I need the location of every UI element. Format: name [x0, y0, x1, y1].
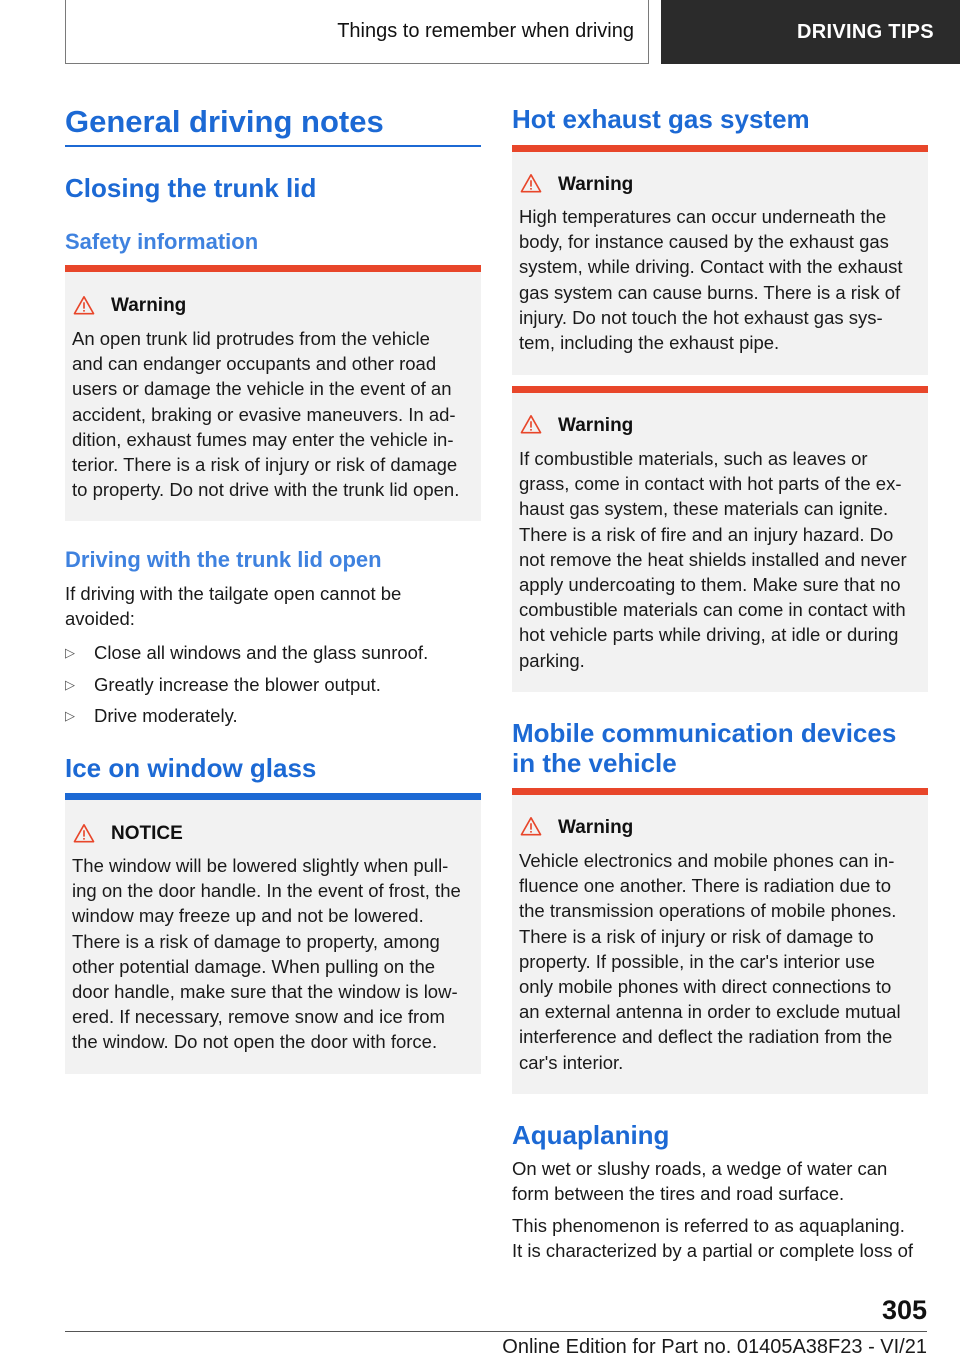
notice-triangle-icon: [73, 823, 95, 843]
page-number: 305: [881, 1295, 927, 1325]
trunk-heading: Closing the trunk lid: [65, 173, 317, 203]
aquaplaning-paragraph-1: On wet or slushy roads, a wedge of water can form between the tires and road surface.: [512, 1158, 888, 1205]
warning-label: Warning: [111, 295, 187, 316]
exhaust-warning-box-1: [512, 145, 928, 375]
header-section-title: Things to remember when driving: [337, 20, 634, 42]
mobile-warning-box: [512, 788, 928, 1094]
notice-text: The window will be lowered slightly when pull‐ ing on the door handle. In the event of frost, the window may freeze up and not be lowered. There is a risk of damage to property, among other potential damage. When pulling on the door handle, make sure that the window is low‐ ered. If necessary, remove snow and ice from the window. Do not open the door with force.: [72, 855, 461, 1053]
aquaplaning-paragraph-2: This phenomenon is referred to as aquaplaning. It is characterized by a partial or complete loss of: [512, 1215, 914, 1262]
trunk-warning-box: [65, 265, 481, 521]
running-header-section: [65, 0, 649, 64]
warning-bar: [512, 386, 928, 393]
header-chapter-title: DRIVING TIPS: [797, 20, 934, 43]
footer-rule: [65, 1331, 927, 1332]
page-title: General driving notes: [65, 104, 384, 139]
safety-subheading: Safety information: [65, 229, 259, 254]
warning-triangle-icon: [520, 173, 542, 193]
ice-notice-box: [65, 793, 481, 1074]
warning-text: Vehicle electronics and mobile phones can in‐ fluence one another. There is radiation due to the transmission operations of mobile phones. There is a risk of injury or risk of damage to property. If possible, in the car's interior use only mobile phones with direct connections to an external antenna in order to exclude mutual interference and deflect the radiation from the car's interior.: [519, 850, 901, 1073]
trunk-open-heading: Driving with the trunk lid open: [65, 547, 382, 572]
trunk-open-intro: If driving with the tailgate open cannot be avoided:: [65, 583, 402, 630]
title-rule: [65, 145, 481, 147]
warning-label: Warning: [558, 817, 634, 838]
exhaust-heading: Hot exhaust gas system: [512, 104, 810, 134]
list-item: ▷ Greatly increase the blower output.: [65, 674, 381, 695]
warning-text: An open trunk lid protrudes from the vehicle and can endanger occupants and other road users or damage the vehicle in the event of an accident, braking or evasive maneuvers. In ad‐ dition, exhaust fumes may enter the vehicle in‐ terior. There is a risk of injury or risk of damage to property. Do not drive with the trunk lid open.: [72, 328, 460, 501]
mobile-heading: Mobile communication devices in the vehicle: [512, 718, 897, 778]
warning-bar: [65, 265, 481, 272]
list-item: ▷ Drive moderately.: [65, 705, 238, 726]
notice-label: NOTICE: [111, 823, 183, 844]
ice-heading: Ice on window glass: [65, 753, 317, 783]
warning-bar: [512, 788, 928, 795]
bullet-triangle-icon: ▷: [65, 645, 75, 660]
bullet-triangle-icon: ▷: [65, 708, 75, 723]
running-header-chapter: [661, 0, 960, 64]
warning-text: If combustible materials, such as leaves or grass, come in contact with hot parts of the ex‐ haust gas system, these materials can ignite. There is a risk of fire and an injury hazard. Do not remove the heat shields installed and never apply undercoating to them. Make sure that no combustible materials can come in contact with hot vehicle parts while driving, at idle or during parking.: [519, 448, 907, 671]
warning-triangle-icon: [73, 295, 95, 315]
warning-label: Warning: [558, 174, 634, 195]
bullet-triangle-icon: ▷: [65, 677, 75, 692]
list-item: ▷ Close all windows and the glass sunroof.: [65, 642, 429, 663]
aquaplaning-heading: Aquaplaning: [512, 1120, 670, 1150]
warning-label: Warning: [558, 415, 634, 436]
warning-triangle-icon: [520, 414, 542, 434]
warning-bar: [512, 145, 928, 152]
exhaust-warning-box-2: [512, 386, 928, 692]
warning-triangle-icon: [520, 816, 542, 836]
notice-bar: [65, 793, 481, 800]
footer-edition: Online Edition for Part no. 01405A38F23 - VI/21: [502, 1336, 927, 1358]
warning-text: High temperatures can occur underneath the body, for instance caused by the exhaust gas system, while driving. Contact with the exhaust gas system can cause burns. There is a risk of injury. Do not touch the hot exhaust gas sys‐ tem, including the exhaust pipe.: [519, 206, 903, 354]
